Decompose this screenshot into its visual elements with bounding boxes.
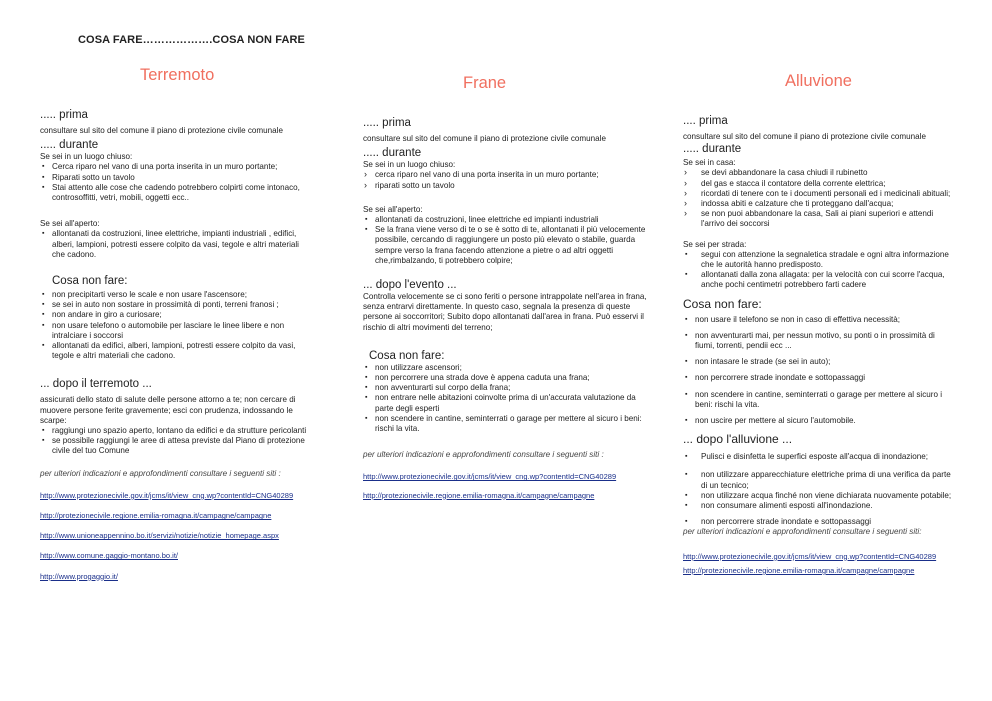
prima-text: consultare sul sito del comune il piano di protezione civile comunale xyxy=(40,126,283,135)
list-item: ▪ non consumare alimenti esposti all'inondazione. xyxy=(683,501,953,511)
link[interactable]: http://www.comune.gaggio-montano.bo.it/ xyxy=(40,551,178,561)
dopo-list-b xyxy=(683,470,953,511)
section-dopo: ... dopo l'evento ... xyxy=(363,279,457,292)
dopo-list-a xyxy=(683,452,953,462)
aperto-list xyxy=(363,215,649,266)
prima-text: consultare sul sito del comune il piano di protezione civile comunale xyxy=(683,132,926,141)
list-item: ▪ non percorrere strade inondate e sottopassaggi xyxy=(683,373,953,383)
list-item: ▪ non avventurarti mai, per nessun motivo, su ponti o in prossimità di fiumi, torrenti, pendii ecc ... xyxy=(683,331,953,351)
link[interactable]: http://www.protezionecivile.gov.it/jcms/it/view_cng.wp?contentId=CNG40289 xyxy=(683,551,937,561)
link[interactable]: http://protezionecivile.regione.emilia-romagna.it/campagne/campagne xyxy=(683,565,915,575)
title-frane: Frane xyxy=(463,74,507,92)
column-alluvione xyxy=(683,114,953,576)
section-dopo: ... dopo il terremoto ... xyxy=(40,378,152,391)
list-item: ▪ non utilizzare apparecchiature elettriche prima di una verifica da parte di un tecnico; xyxy=(683,470,953,490)
chiuso-list xyxy=(363,170,649,190)
link[interactable]: http://protezionecivile.regione.emilia-romagna.it/campagne/campagne xyxy=(363,490,595,500)
further-info: per ulteriori indicazioni e approfondimenti consultare i seguenti siti: xyxy=(683,527,922,537)
list-item: › se devi abbandonare la casa chiudi il rubinetto xyxy=(683,168,953,178)
title-alluvione: Alluvione xyxy=(785,72,852,90)
list-item: ▪ non avventurarti sul corpo della frana; xyxy=(363,383,649,393)
column-frane xyxy=(363,116,649,501)
casa-label: Se sei in casa: xyxy=(683,158,736,168)
list-item: ▪ Riparati sotto un tavolo xyxy=(40,173,308,183)
list-item: ▪ non scendere in cantine, seminterrati o garage per mettere al sicuro i beni: rischi la vita. xyxy=(363,414,649,434)
dopo-text: Controlla velocemente se ci sono feriti o persone intrappolate nell'area in frana, senza entrarvi direttamente. In questo caso, segnala la presenza di queste persone ai soccorritori; Subito dopo allontanati dall'area in frana. Può esservi il rischio di altri movimenti del terreno; xyxy=(363,292,647,332)
casa-list xyxy=(683,168,953,229)
strada-label: Se sei per strada: xyxy=(683,239,747,249)
list-item: ▪ non entrare nelle abitazioni coinvolte prima di un'accurata valutazione da parte degli esperti xyxy=(363,393,649,413)
section-cosa-non-fare: Cosa non fare: xyxy=(52,275,128,288)
list-item: ▪ Pulisci e disinfetta le superfici esposte all'acqua di inondazione; xyxy=(683,452,953,462)
list-item: ▪ allontanati da edifici, alberi, lampioni, potresti essere colpito da vasi, tegole e altri materiali che cadono. xyxy=(40,341,308,361)
chiuso-label: Se sei in un luogo chiuso: xyxy=(363,160,456,170)
list-item: › ricordati di tenere con te i documenti personali ed i medicinali abituali; xyxy=(683,189,953,199)
nonfare-list xyxy=(683,315,953,427)
further-info: per ulteriori indicazioni e approfondimenti consultare i seguenti siti : xyxy=(40,468,281,478)
link[interactable]: http://www.progaggio.it/ xyxy=(40,571,118,581)
list-item: ▪ allontanati dalla zona allagata: per la velocità con cui scorre l'acqua, anche pochi centimetri potrebbero farti cadere xyxy=(683,270,953,290)
list-item: › cerca riparo nel vano di una porta inserita in un muro portante; xyxy=(363,170,649,180)
list-item: ▪ se sei in auto non sostare in prossimità di ponti, terreni franosi ; xyxy=(40,300,308,310)
document-header: COSA FARE……………….COSA NON FARE xyxy=(78,34,305,46)
list-item: › del gas e stacca il contatore della corrente elettrica; xyxy=(683,179,953,189)
list-item: › riparati sotto un tavolo xyxy=(363,181,649,191)
list-item: ▪ Se la frana viene verso di te o se è sotto di te, allontanati il più velocemente possibile, cercando di raggiungere un posto più elevato o stabile, guarda sempre verso la frana facendo attenzione a pietre o ad altri oggetti che,rimbalzando, ti potrebbero colpire; xyxy=(363,225,649,266)
further-info: per ulteriori indicazioni e approfondimenti consultare i seguenti siti : xyxy=(363,450,604,460)
chiuso-label: Se sei in un luogo chiuso: xyxy=(40,152,133,162)
section-cosa-non-fare: Cosa non fare: xyxy=(369,349,445,362)
link[interactable]: http://www.protezionecivile.gov.it/jcms/it/view_cng.wp?contentId=CNG40289 xyxy=(40,490,294,500)
list-item: ▪ non utilizzare acqua finché non viene dichiarata nuovamente potabile; xyxy=(683,491,953,501)
list-item: ▪ non utilizzare ascensori; xyxy=(363,363,649,373)
list-item: › indossa abiti e calzature che ti proteggano dall'acqua; xyxy=(683,199,953,209)
list-item: ▪ Cerca riparo nel vano di una porta inserita in un muro portante; xyxy=(40,162,308,172)
list-item: ▪ non percorrere strade inondate e sottopassaggi xyxy=(683,517,953,527)
section-durante: ..... durante xyxy=(363,147,422,160)
list-item: ▪ non andare in giro a curiosare; xyxy=(40,310,308,320)
list-item: ▪ non scendere in cantine, seminterrati o garage per mettere al sicuro i beni: rischi la vita. xyxy=(683,390,953,410)
chiuso-list xyxy=(40,162,308,203)
section-prima: .... prima xyxy=(683,115,728,127)
link[interactable]: http://protezionecivile.regione.emilia-romagna.it/campagne/campagne xyxy=(40,511,272,521)
list-item: ▪ non intasare le strade (se sei in auto); xyxy=(683,357,953,367)
list-item: ▪ segui con attenzione la segnaletica stradale e ogni altra informazione che le autorità hanno predisposto. xyxy=(683,250,953,270)
title-terremoto: Terremoto xyxy=(140,66,215,84)
list-item: ▪ non precipitarti verso le scale e non usare l'ascensore; xyxy=(40,290,308,300)
list-item: ▪ allontanati da costruzioni, linee elettriche, impianti industriali , edifici, alberi, lampioni, potresti essere colpito da vasi, tegole e altri materiali che cadono. xyxy=(40,229,308,260)
list-item: ▪ allontanati da costruzioni, linee elettriche ed impianti industriali xyxy=(363,215,649,225)
section-prima: ..... prima xyxy=(363,117,411,129)
section-durante: ..... durante xyxy=(40,139,99,152)
list-item: ▪ se possibile raggiungi le aree di attesa previste dal Piano di protezione civile del tuo Comune xyxy=(40,436,308,456)
strada-list xyxy=(683,250,953,291)
link[interactable]: http://www.unioneappennino.bo.it/servizi/notizie/notizie_homepage.aspx xyxy=(40,531,279,541)
list-item: ▪ raggiungi uno spazio aperto, lontano da edifici e da strutture pericolanti xyxy=(40,426,308,436)
list-item: › se non puoi abbandonare la casa, Sali ai piani superiori e attendi l'arrivo dei soccorsi xyxy=(683,209,953,229)
list-item: ▪ Stai attento alle cose che cadendo potrebbero colpirti come intonaco, controsoffitti, vetri, mobili, oggetti ecc.. xyxy=(40,183,308,203)
list-item: ▪ non uscire per mettere al sicuro l'automobile. xyxy=(683,416,953,426)
dopo-list xyxy=(40,426,308,457)
link[interactable]: http://www.protezionecivile.gov.it/jcms/it/view_cng.wp?contentId=CNG40289 xyxy=(363,472,617,482)
dopo-text: assicurati dello stato di salute delle persone attorno a te; non cercare di muovere persone ferite gravemente; esci con prudenza, indossando le scarpe: xyxy=(40,395,296,425)
dopo-list-c xyxy=(683,517,953,527)
section-cosa-non-fare: Cosa non fare: xyxy=(683,296,762,311)
list-item: ▪ non usare il telefono se non in caso di effettiva necessità; xyxy=(683,315,953,325)
column-terremoto xyxy=(40,108,308,582)
aperto-list xyxy=(40,229,308,260)
list-item: ▪ non percorrere una strada dove è appena caduta una frana; xyxy=(363,373,649,383)
list-item: ▪ non usare telefono o automobile per lasciare le linee libere e non intralciare i soccorsi xyxy=(40,321,308,341)
prima-text: consultare sul sito del comune il piano di protezione civile comunale xyxy=(363,134,606,143)
section-dopo: ... dopo l'alluvione ... xyxy=(683,432,793,447)
nonfare-list xyxy=(363,363,649,434)
aperto-label: Se sei all'aperto: xyxy=(40,219,100,229)
section-durante: ..... durante xyxy=(683,143,742,156)
section-prima: ..... prima xyxy=(40,109,88,121)
aperto-label: Se sei all'aperto: xyxy=(363,204,423,214)
nonfare-list xyxy=(40,290,308,361)
